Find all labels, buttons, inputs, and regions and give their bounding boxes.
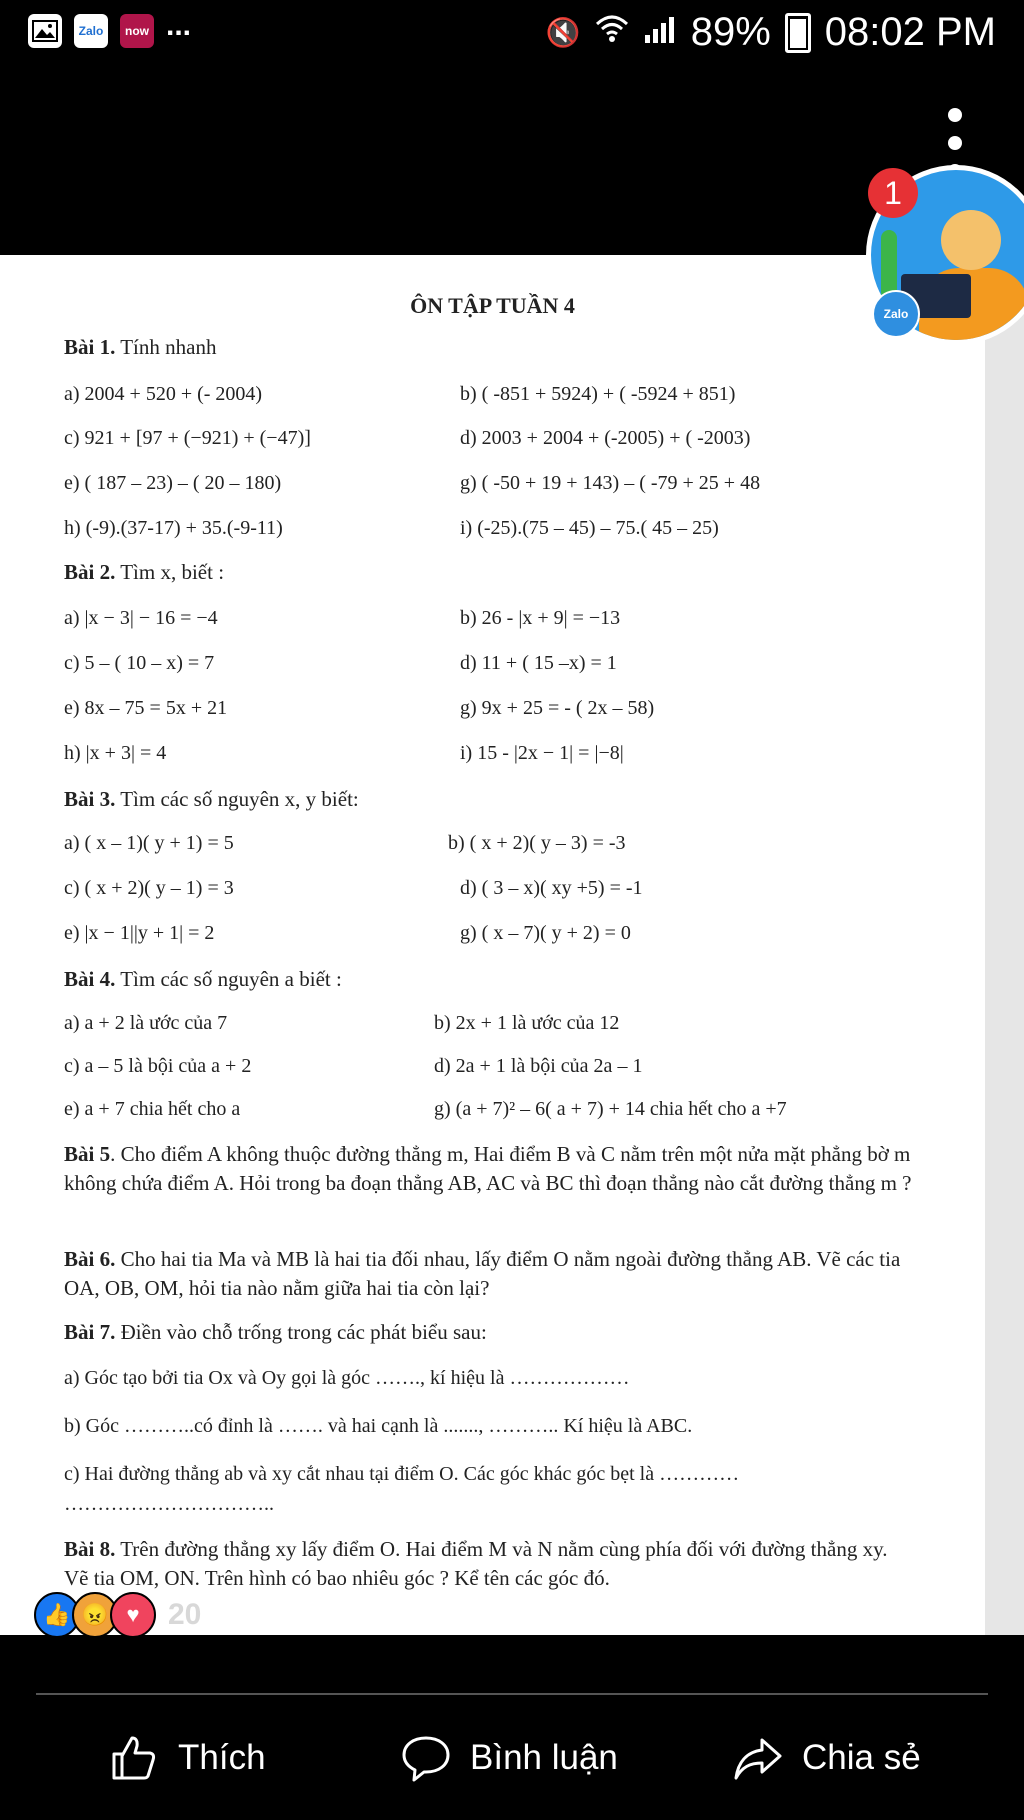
bai7-heading: Bài 7. Điền vào chỗ trống trong các phát biểu sau: (64, 1320, 487, 1344)
post-image-document[interactable] (0, 255, 985, 1635)
bai2-item: g) 9x + 25 = - ( 2x – 58) (460, 697, 655, 719)
bai1-heading: Bài 1. Tính nhanh (64, 335, 217, 359)
bai5-paragraph: Bài 5. Cho điểm A không thuộc đường thẳng m, Hai điểm B và C nằm trên một nửa mặt phẳng bờ m không chứa điểm A. Hỏi trong ba đoạn thẳng AB, AC và BC thì đoạn thẳng nào cắt đường thẳng m ? (64, 1142, 912, 1195)
share-icon (732, 1732, 784, 1784)
bai2-item: i) 15 - |2x − 1| = |−8| (460, 742, 624, 764)
bai2-item: e) 8x – 75 = 5x + 21 (64, 697, 228, 719)
bai4-item: d) 2a + 1 là bội của 2a – 1 (434, 1055, 643, 1077)
bai2-item: b) 26 - |x + 9| = −13 (460, 607, 621, 629)
zalo-logo-icon: Zalo (872, 290, 920, 338)
clock: 08:02 PM (824, 10, 996, 54)
bai3-item: g) ( x – 7)( y + 2) = 0 (460, 922, 631, 944)
system-status (546, 10, 996, 55)
bai1-item: a) 2004 + 520 + (- 2004) (64, 383, 263, 405)
bai4-item: b) 2x + 1 là ước của 12 (434, 1012, 620, 1034)
bai8-paragraph: Bài 8. Trên đường thẳng xy lấy điểm O. Hai điểm M và N nằm cùng phía đối với đường thẳng xy. Vẽ tia OM, ON. Trên hình có bao nhiêu góc ? Kể tên các góc đó. (64, 1537, 888, 1590)
bai3-item: d) ( 3 – x)( xy +5) = -1 (460, 877, 643, 899)
avatar (941, 210, 1001, 270)
bai2-item: d) 11 + ( 15 –x) = 1 (460, 652, 617, 674)
bai1-item: e) ( 187 – 23) – ( 20 – 180) (64, 472, 282, 494)
gallery-icon (28, 14, 62, 48)
reaction-count: 20 (168, 1598, 202, 1631)
bai7-item-b: b) Góc ………..có đỉnh là ……. và hai cạnh là ......., ……….. Kí hiệu là ABC. (64, 1415, 693, 1437)
share-label: Chia sẻ (802, 1738, 921, 1777)
post-action-bar (0, 1718, 1024, 1798)
bai4-item: g) (a + 7)² – 6( a + 7) + 14 chia hết cho a +7 (434, 1098, 787, 1120)
document-margin (985, 255, 1024, 1635)
like-reaction-icon: 👍 (34, 1592, 80, 1638)
bai2-item: h) |x + 3| = 4 (64, 742, 167, 764)
bai4-heading: Bài 4. Tìm các số nguyên a biết : (64, 967, 342, 991)
bai1-item: h) (-9).(37-17) + 35.(-9-11) (64, 517, 283, 539)
like-button[interactable] (108, 1732, 266, 1784)
thumbs-up-icon (108, 1732, 160, 1784)
angry-reaction-icon: 😠 (72, 1592, 118, 1638)
bai4-item: c) a – 5 là bội của a + 2 (64, 1055, 252, 1077)
notification-icons (28, 9, 192, 48)
comment-button[interactable] (400, 1732, 618, 1784)
now-icon: now (120, 14, 154, 48)
comment-icon (400, 1732, 452, 1784)
document-title: ÔN TẬP TUẦN 4 (410, 293, 575, 318)
bai3-item: c) ( x + 2)( y – 1) = 3 (64, 877, 234, 899)
like-label: Thích (178, 1738, 266, 1777)
zalo-icon: Zalo (74, 14, 108, 48)
bai1-item: i) (-25).(75 – 45) – 75.( 45 – 25) (460, 517, 719, 539)
bai6-paragraph: Bài 6. Cho hai tia Ma và MB là hai tia đối nhau, lấy điểm O nằm ngoài đường thẳng AB. Vẽ các tia OA, OB, OM, hỏi tia nào nằm giữa hai tia còn lại? (64, 1247, 901, 1300)
wifi-icon (595, 14, 629, 51)
bai2-item: a) |x − 3| − 16 = −4 (64, 607, 218, 629)
share-button[interactable] (732, 1732, 921, 1784)
bai7-item-c: c) Hai đường thẳng ab và xy cắt nhau tại điểm O. Các góc khác góc bẹt là ………… (64, 1463, 740, 1485)
divider (36, 1693, 988, 1695)
bai3-item: b) ( x + 2)( y – 3) = -3 (448, 832, 626, 854)
bai7-item-c-continued: ………………………….. (64, 1493, 274, 1515)
battery-percent: 89% (690, 10, 771, 54)
bai3-item: e) |x − 1||y + 1| = 2 (64, 922, 215, 944)
status-bar (0, 0, 1024, 72)
bai3-item: a) ( x – 1)( y + 1) = 5 (64, 832, 234, 854)
bai1-item: b) ( -851 + 5924) + ( -5924 + 851) (460, 383, 736, 405)
bai2-heading: Bài 2. Tìm x, biết : (64, 560, 225, 584)
bai1-item: c) 921 + [97 + (−921) + (−47)] (64, 427, 311, 449)
bai3-heading: Bài 3. Tìm các số nguyên x, y biết: (64, 787, 359, 811)
more-notifications: ... (166, 9, 192, 42)
bai4-item: a) a + 2 là ước của 7 (64, 1012, 228, 1034)
notification-badge: 1 (868, 168, 918, 218)
battery-icon (785, 13, 811, 53)
bai1-item: d) 2003 + 2004 + (-2005) + ( -2003) (460, 427, 751, 449)
mute-icon: 🔇 (545, 17, 581, 48)
bai1-item: g) ( -50 + 19 + 143) – ( -79 + 25 + 48 (460, 472, 761, 494)
love-reaction-icon: ♥ (110, 1592, 156, 1638)
reactions-summary[interactable] (34, 1592, 201, 1638)
bai7-item-a: a) Góc tạo bởi tia Ox và Oy gọi là góc ……., kí hiệu là ……………… (64, 1367, 630, 1389)
comment-label: Bình luận (470, 1738, 618, 1777)
bai2-item: c) 5 – ( 10 – x) = 7 (64, 652, 215, 674)
signal-icon (643, 10, 677, 55)
bai4-item: e) a + 7 chia hết cho a (64, 1098, 241, 1120)
